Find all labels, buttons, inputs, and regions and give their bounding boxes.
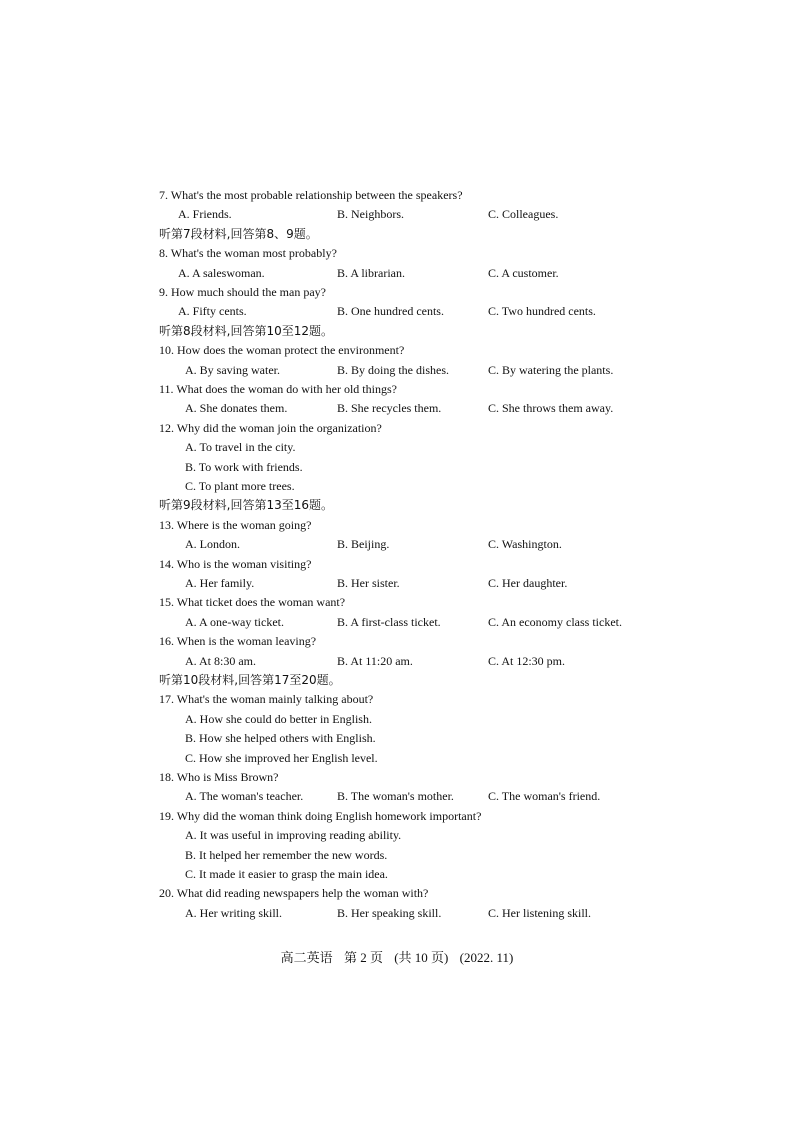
question-stem: 15. What ticket does the woman want? xyxy=(159,595,346,610)
option-c: C. She throws them away. xyxy=(488,401,614,416)
option-c: C. The woman's friend. xyxy=(488,789,601,804)
section-heading: 听第8段材料,回答第10至12题。 xyxy=(159,323,333,338)
footer-subject: 高二英语 xyxy=(280,950,333,965)
footer-page-number: 第 2 页 xyxy=(343,950,383,965)
question-stem: 20. What did reading newspapers help the woman with? xyxy=(159,886,429,901)
option-a: A. The woman's teacher. xyxy=(185,789,304,804)
option-c: C. Colleagues. xyxy=(488,207,559,222)
option-c: C. To plant more trees. xyxy=(185,479,295,493)
option-a: A. A one-way ticket. xyxy=(185,614,284,629)
footer-date: (2022. 11) xyxy=(459,950,514,965)
question-stem: 14. Who is the woman visiting? xyxy=(159,556,312,571)
question-stem: 18. Who is Miss Brown? xyxy=(159,770,279,784)
question-stem: 17. What's the woman mainly talking about? xyxy=(159,692,374,707)
option-c: C. Two hundred cents. xyxy=(488,304,596,319)
option-a: A. She donates them. xyxy=(185,401,288,416)
option-a: A. To travel in the city. xyxy=(185,440,296,455)
option-a: A. Her writing skill. xyxy=(185,905,282,920)
question-stem: 8. What's the woman most probably? xyxy=(159,246,337,261)
option-b: B. The woman's mother. xyxy=(337,789,454,804)
question-stem: 13. Where is the woman going? xyxy=(159,517,312,532)
option-b: B. How she helped others with English. xyxy=(185,731,376,746)
option-b: B. Her speaking skill. xyxy=(337,905,442,920)
option-b: B. Beijing. xyxy=(337,537,390,552)
section-heading: 听第9段材料,回答第13至16题。 xyxy=(159,498,333,513)
option-a: A. A saleswoman. xyxy=(178,265,265,280)
option-c: C. Washington. xyxy=(488,537,562,552)
option-a: A. Friends. xyxy=(178,207,232,222)
option-b: B. By doing the dishes. xyxy=(337,362,450,377)
option-a: A. London. xyxy=(185,537,240,552)
question-stem: 19. Why did the woman think doing English homework important? xyxy=(159,808,482,823)
option-c: C. A customer. xyxy=(488,265,559,280)
option-c: C. It made it easier to grasp the main idea. xyxy=(185,867,388,881)
question-stem: 12. Why did the woman join the organization? xyxy=(159,420,382,435)
option-c: C. Her daughter. xyxy=(488,576,568,590)
option-b: B. She recycles them. xyxy=(337,401,442,416)
question-stem: 10. How does the woman protect the environment? xyxy=(159,343,405,358)
question-stem: 7. What's the most probable relationship between the speakers? xyxy=(159,188,463,202)
option-a: A. Her family. xyxy=(185,576,255,590)
section-heading: 听第7段材料,回答第8、9题。 xyxy=(159,226,318,241)
option-c: C. How she improved her English level. xyxy=(185,750,378,765)
option-a: A. How she could do better in English. xyxy=(185,711,372,726)
option-b: B. It helped her remember the new words. xyxy=(185,847,388,862)
option-a: A. Fifty cents. xyxy=(178,304,247,319)
section-heading: 听第10段材料,回答第17至20题。 xyxy=(159,673,341,687)
question-stem: 16. When is the woman leaving? xyxy=(159,634,317,649)
option-b: B. A librarian. xyxy=(337,265,405,280)
option-c: C. Her listening skill. xyxy=(488,905,591,920)
option-b: B. One hundred cents. xyxy=(337,304,444,319)
option-b: B. A first-class ticket. xyxy=(337,614,441,629)
option-c: C. An economy class ticket. xyxy=(488,614,622,629)
option-c: C. At 12:30 pm. xyxy=(488,653,566,668)
option-a: A. It was useful in improving reading ability. xyxy=(185,828,402,843)
option-c: C. By watering the plants. xyxy=(488,362,614,377)
option-b: B. Neighbors. xyxy=(337,207,404,222)
option-b: B. At 11:20 am. xyxy=(337,653,413,668)
question-stem: 9. How much should the man pay? xyxy=(159,285,326,299)
page-footer xyxy=(0,947,794,966)
footer-total-pages: (共 10 页) xyxy=(394,950,449,965)
option-a: A. By saving water. xyxy=(185,362,280,377)
option-a: A. At 8:30 am. xyxy=(185,653,256,668)
option-b: B. Her sister. xyxy=(337,576,400,590)
question-stem: 11. What does the woman do with her old things? xyxy=(159,382,397,396)
option-b: B. To work with friends. xyxy=(185,459,303,474)
